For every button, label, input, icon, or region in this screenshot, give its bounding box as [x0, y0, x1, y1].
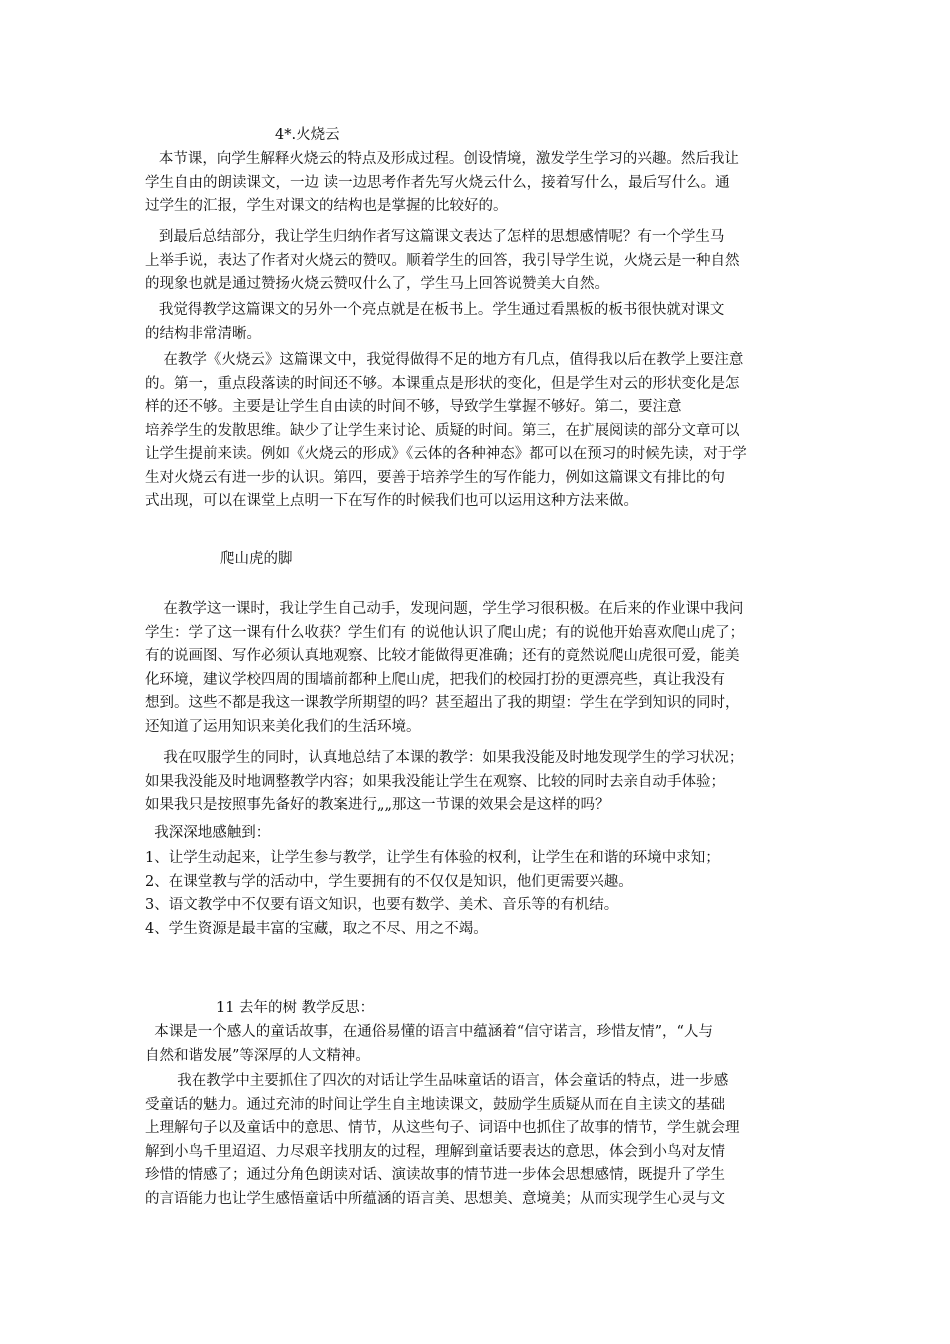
paragraph [145, 747, 810, 818]
text-line: 我在叹服学生的同时，认真地总结了本课的教学：如果我没能及时地发现学生的学习状况； [145, 750, 744, 766]
paragraph [145, 822, 810, 846]
list-item: 4、学生资源是最丰富的宝藏，取之不尽、用之不竭。 [145, 920, 488, 937]
text-line: 化环境，建议学校四周的围墙前都种上爬山虎，把我们的校园打扮的更漂亮些，真让我没有 [145, 671, 725, 688]
paragraph [145, 148, 810, 219]
paragraph [145, 1021, 810, 1068]
text-line: 受童话的魅力。通过充沛的时间让学生自主地读课文，鼓励学生质疑从而在自主读文的基础 [145, 1096, 725, 1113]
text-line: 学生：学了这一课有什么收获？学生们有 的说他认识了爬山虎；有的说他开始喜欢爬山虎了； [145, 624, 745, 641]
paragraph [145, 349, 810, 514]
text-line: 解到小鸟千里迢迢、力尽艰辛找朋友的过程，理解到童话要表达的意思，体会到小鸟对友情 [145, 1143, 725, 1160]
text-line: 在教学《火烧云》这篇课文中，我觉得做得不足的地方有几点，值得我以后在教学上要注意 [145, 352, 744, 368]
text-line: 过学生的汇报，学生对课文的结构也是掌握的比较好的。 [145, 198, 508, 214]
paragraph [145, 226, 810, 297]
text-line: 如果我只是按照事先备好的教案进行„„那这一节课的效果会是这样的吗？ [145, 797, 610, 813]
section-title-qunian-de-shu: 11 去年的树 教学反思： [216, 1000, 375, 1016]
text-line: 珍惜的情感了；通过分角色朗读对话、演读故事的情节进一步体会思想感情，既提升了学生 [145, 1167, 725, 1183]
text-line: 的。第一，重点段落读的时间还不够。本课重点是形状的变化，但是学生对云的形状变化是怎 [145, 375, 740, 392]
paragraph [145, 598, 810, 739]
text-line: 我深深地感触到： [145, 825, 271, 841]
text-line: 还知道了运用知识来美化我们的生活环境。 [145, 718, 421, 735]
text-line: 有的说画图、写作必须认真地观察、比较才能做得更准确；还有的竟然说爬山虎很可爱，能美 [145, 648, 740, 664]
list-item: 2、在课堂教与学的活动中，学生要拥有的不仅仅是知识，他们更需要兴趣。 [145, 873, 633, 890]
text-line: 上理解句子以及童话中的意思、情节，从这些句子、词语中也抓住了故事的情节，学生就会理 [145, 1120, 740, 1136]
text-line: 本课是一个感人的童话故事，在通俗易懂的语言中蕴涵着“信守诺言，珍惜友情”，“人与 [145, 1024, 713, 1040]
section-title-pashanhu: 爬山虎的脚 [220, 551, 293, 567]
text-line: 式出现，可以在课堂上点明一下在写作的时候我们也可以运用这种方法来做。 [145, 493, 638, 509]
text-line: 在教学这一课时，我让学生自己动手，发现问题，学生学习很积极。在后来的作业课中我问 [145, 601, 744, 617]
list-item: 1、让学生动起来，让学生参与教学，让学生有体验的权利，让学生在和谐的环境中求知； [145, 850, 720, 866]
text-line: 到最后总结部分，我让学生归纳作者写这篇课文表达了怎样的思想感情呢？有一个学生马 [145, 229, 725, 245]
text-line: 的现象也就是通过赞扬火烧云赞叹什么了，学生马上回答说赞美大自然。 [145, 276, 609, 292]
text-line: 想到。这些不都是我这一课教学所期望的吗？甚至超出了我的期望：学生在学到知识的同时， [145, 695, 740, 711]
text-line: 培养学生的发散思维。缺少了让学生来讨论、质疑的时间。第三，在扩展阅读的部分文章可以 [145, 422, 740, 439]
section-title-huoshaoyun: 4*.火烧云 [275, 127, 340, 143]
text-line: 生对火烧云有进一步的认识。第四，要善于培养学生的写作能力，例如这篇课文有排比的句 [145, 469, 725, 486]
text-line: 学生自由的朗读课文，一边 读一边思考作者先写火烧云什么，接着写什么，最后写什么。通 [145, 174, 730, 191]
reflection-list [145, 847, 810, 941]
text-line: 我在教学中主要抓住了四次的对话让学生品味童话的语言，体会童话的特点，进一步感 [145, 1073, 729, 1089]
text-line: 本节课，向学生解释火烧云的特点及形成过程。创设情境，激发学生学习的兴趣。然后我让 [145, 151, 739, 167]
text-line: 让学生提前来读。例如《火烧云的形成》《云体的各种神态》都可以在预习的时候先读，对于学 [145, 446, 747, 462]
paragraph [145, 1070, 810, 1211]
text-line: 的结构非常清晰。 [145, 325, 261, 342]
text-line: 样的还不够。主要是让学生自由读的时间不够，导致学生掌握不够好。第二，要注意 [145, 399, 682, 415]
text-line: 自然和谐发展”等深厚的人文精神。 [145, 1047, 370, 1064]
text-line: 我觉得教学这篇课文的另外一个亮点就是在板书上。学生通过看黑板的板书很快就对课文 [145, 302, 725, 318]
text-line: 的言语能力也让学生感悟童话中所蕴涵的语言美、思想美、意境美；从而实现学生心灵与文 [145, 1190, 725, 1207]
text-line: 如果我没能及时地调整教学内容；如果我没能让学生在观察、比较的同时去亲自动手体验； [145, 773, 725, 790]
text-line: 上举手说，表达了作者对火烧云的赞叹。顺着学生的回答，我引导学生说，火烧云是一种自然 [145, 252, 740, 269]
paragraph [145, 299, 810, 346]
list-item: 3、语文教学中不仅要有语文知识，也要有数学、美术、音乐等的有机结。 [145, 897, 619, 913]
